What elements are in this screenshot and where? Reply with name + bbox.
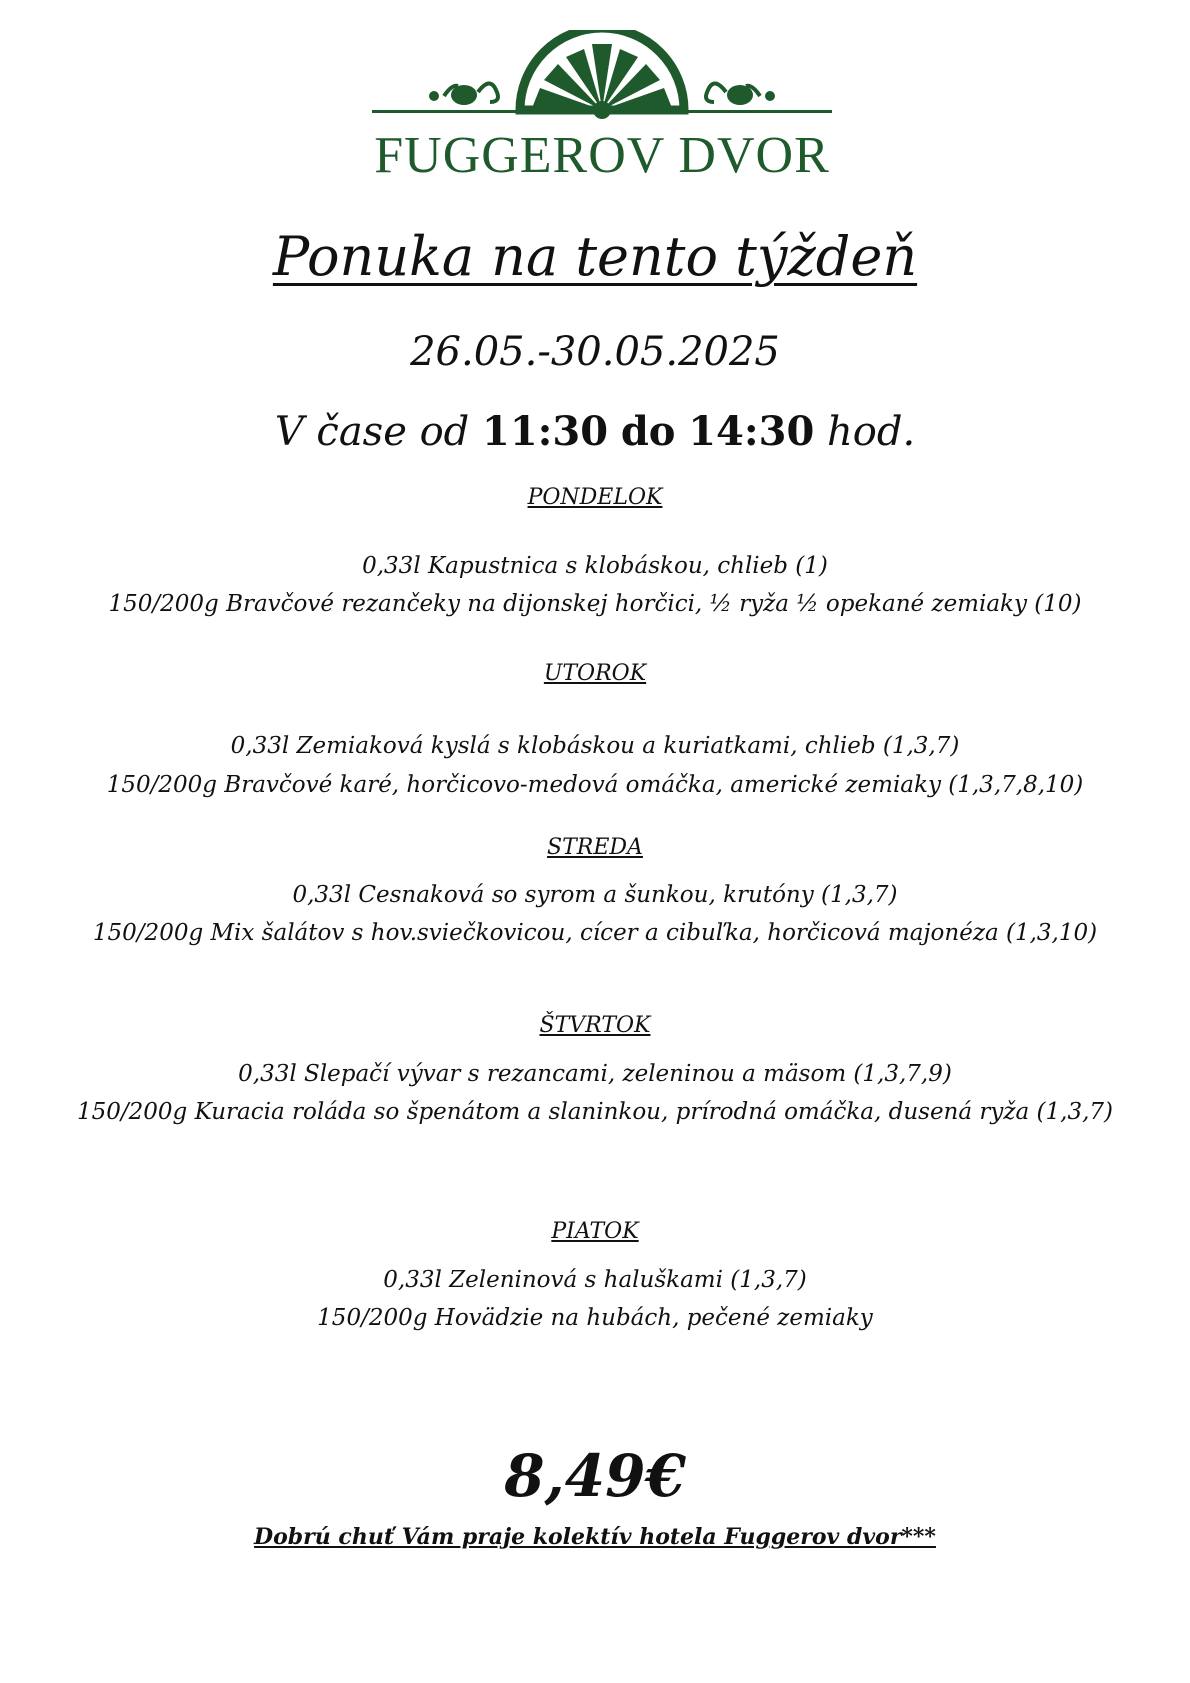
day-heading-wednesday: STREDA — [547, 835, 643, 860]
day-heading-monday: PONDELOK — [527, 485, 663, 510]
serving-hours — [0, 405, 1190, 459]
thursday-soup: 0,33l Slepačí vývar s rezancami, zeleninou a mäsom (1,3,7,9) — [238, 1061, 952, 1087]
logo-text: FUGGEROV DVOR — [374, 127, 830, 184]
footer-note: Dobrú chuť Vám praje kolektív hotela Fuggerov dvor*** — [254, 1524, 936, 1550]
friday-main: 150/200g Hovädzie na hubách, pečené zemiaky — [317, 1305, 873, 1331]
hours-connector: do — [620, 408, 676, 455]
day-heading-tuesday: UTOROK — [543, 661, 647, 686]
monday-soup: 0,33l Kapustnica s klobáskou, chlieb (1) — [362, 553, 828, 579]
logo — [372, 30, 832, 190]
tuesday-soup: 0,33l Zemiaková kyslá s klobáskou a kuriatkami, chlieb (1,3,7) — [230, 733, 960, 759]
page-title: Ponuka na tento týždeň — [272, 225, 918, 288]
monday-main: 150/200g Bravčové rezančeky na dijonskej horčici, ½ ryža ½ opekané zemiaky (10) — [108, 591, 1082, 617]
wednesday-main: 150/200g Mix šalátov s hov.sviečkovicou, cícer a cibuľka, horčicová majonéza (1,3,10) — [92, 920, 1098, 946]
day-heading-thursday: ŠTVRTOK — [539, 1013, 651, 1038]
hours-to: 14:30 — [688, 408, 815, 455]
day-heading-friday: PIATOK — [551, 1219, 639, 1244]
fugger-wheel-logo-icon — [372, 30, 832, 190]
friday-soup: 0,33l Zeleninová s haluškami (1,3,7) — [383, 1267, 807, 1293]
hours-from: 11:30 — [482, 408, 609, 455]
tuesday-main: 150/200g Bravčové karé, horčicovo-medová omáčka, americké zemiaky (1,3,7,8,10) — [106, 772, 1084, 798]
hours-suffix: hod. — [827, 409, 916, 455]
menu-price: 8,49€ — [504, 1442, 686, 1510]
thursday-main: 150/200g Kuracia roláda so špenátom a slaninkou, prírodná omáčka, dusená ryža (1,3,7) — [76, 1099, 1113, 1125]
wednesday-soup: 0,33l Cesnaková so syrom a šunkou, krutóny (1,3,7) — [292, 882, 898, 908]
hours-prefix: V čase od — [274, 409, 470, 455]
date-range: 26.05.-30.05.2025 — [410, 329, 780, 375]
